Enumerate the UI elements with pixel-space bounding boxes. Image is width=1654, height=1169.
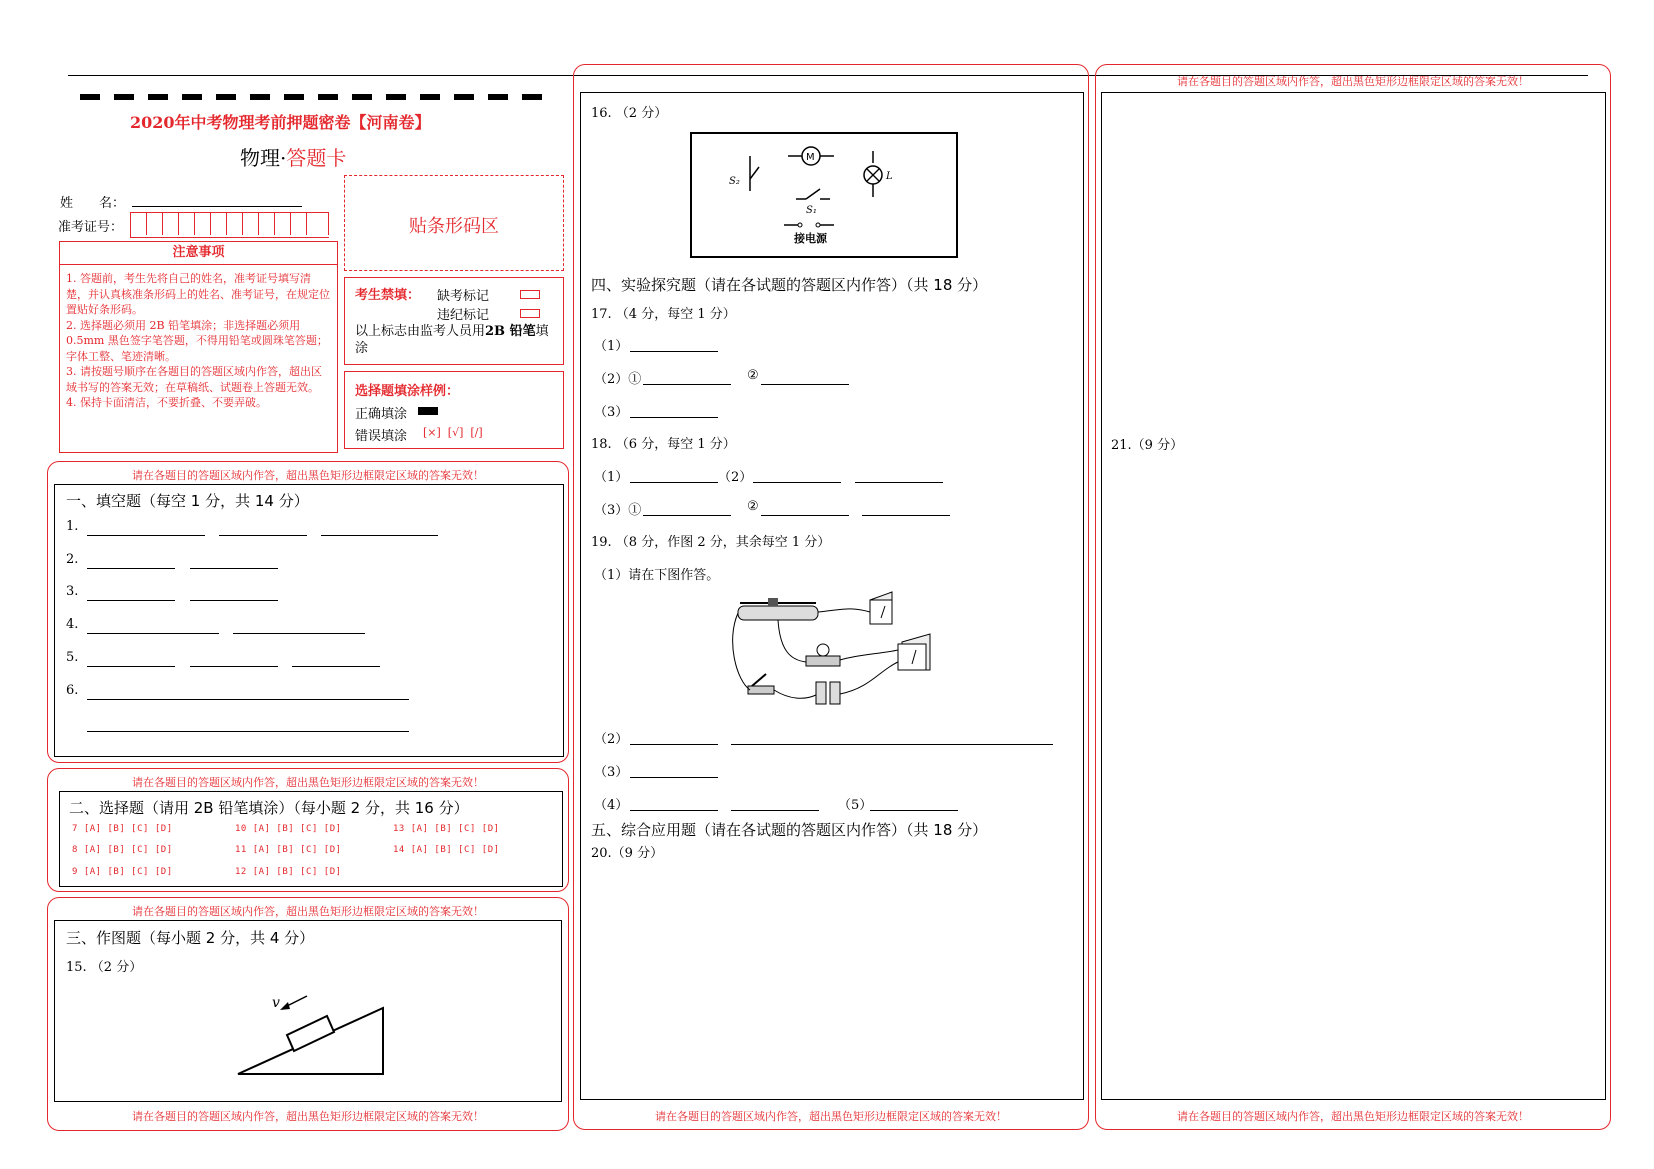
q18-1-blank[interactable]	[630, 482, 718, 483]
q18-1-label: （1）	[594, 470, 629, 485]
forbidden-label: 考生禁填：	[355, 288, 421, 303]
choice-row-13[interactable]: 13 [A] [B] [C] [D]	[393, 824, 500, 834]
q2-label: 2.	[66, 552, 79, 567]
notice-item: 2. 选择题必须用 2B 铅笔填涂；非选择题必须用 0.5mm 黑色签字笔答题，不得用铅笔或圆珠笔答题；字体工整、笔迹清晰。	[66, 318, 328, 363]
switch	[748, 686, 774, 694]
choice-row-14[interactable]: 14 [A] [B] [C] [D]	[393, 845, 500, 855]
q5-label: 5.	[66, 650, 79, 665]
q18-2-blank[interactable]	[855, 482, 943, 483]
incline-diagram[interactable]	[230, 988, 390, 1078]
q19-5-blank[interactable]	[870, 810, 958, 811]
q1-blank[interactable]	[87, 535, 205, 536]
subject-sep: ·	[280, 146, 287, 170]
q17-2b-label: ②	[747, 368, 759, 383]
col3-box	[1101, 92, 1606, 1100]
id-cell[interactable]	[259, 213, 275, 235]
forbidden-note-bold: 2B 铅笔	[485, 324, 536, 339]
lamp	[817, 644, 829, 656]
subject-title	[240, 142, 346, 171]
answer-card-label: 答题卡	[286, 146, 347, 170]
battery	[816, 682, 826, 704]
subject-name: 物理	[240, 146, 280, 170]
choice-row-12[interactable]: 12 [A] [B] [C] [D]	[235, 867, 342, 877]
s1-label: S₁	[806, 205, 817, 216]
q19-2-label: （2）	[594, 732, 629, 747]
q20-label: 20.（9 分）	[591, 846, 664, 861]
id-cell[interactable]	[195, 213, 211, 235]
warning-text: 请在各题目的答题区域内作答，超出黑色矩形边框限定区域的答案无效！	[655, 1110, 1007, 1123]
warning-text: 请在各题目的答题区域内作答，超出黑色矩形边框限定区域的答案无效！	[132, 1110, 484, 1123]
q17-3-label: （3）	[594, 405, 629, 420]
q19-5-label: （5）	[838, 798, 873, 813]
wrong-fill-marks: [×] [√] [/]	[423, 426, 483, 439]
q1-blank[interactable]	[219, 535, 307, 536]
power-label: 接电源	[794, 232, 827, 245]
forbidden-note-text: 以上标志由监考人员用	[355, 324, 486, 339]
correct-fill-mark	[418, 407, 438, 415]
id-cell[interactable]	[275, 213, 291, 235]
q5-blank[interactable]	[190, 666, 278, 667]
warning-text: 请在各题目的答题区域内作答，超出黑色矩形边框限定区域的答案无效！	[132, 776, 484, 789]
q17-2-label: （2）①	[594, 372, 642, 387]
barcode-label: 贴条形码区	[409, 216, 499, 237]
battery	[830, 682, 840, 704]
q18-3a-blank[interactable]	[643, 515, 731, 516]
id-cell[interactable]	[227, 213, 243, 235]
q2-blank[interactable]	[190, 568, 278, 569]
q17-1-blank[interactable]	[630, 351, 718, 352]
q1-blank[interactable]	[321, 535, 438, 536]
choice-row-10[interactable]: 10 [A] [B] [C] [D]	[235, 824, 342, 834]
forbidden-note-end: 填涂	[355, 324, 549, 356]
q5-blank[interactable]	[292, 666, 380, 667]
q3-blank[interactable]	[190, 600, 278, 601]
velocity-arrowhead	[280, 1002, 290, 1010]
q18-3-label: （3）①	[594, 503, 642, 518]
barcode-area	[344, 175, 564, 271]
q6-blank[interactable]	[87, 731, 409, 732]
section3-title: 三、作图题（每小题 2 分，共 4 分）	[66, 929, 315, 947]
q19-4a-blank[interactable]	[630, 810, 718, 811]
q2-blank[interactable]	[87, 568, 175, 569]
choice-row-9[interactable]: 9 [A] [B] [C] [D]	[72, 867, 173, 877]
q16-circuit[interactable]	[688, 131, 960, 259]
warning-text: 请在各题目的答题区域内作答，超出黑色矩形边框限定区域的答案无效！	[1177, 75, 1529, 88]
s2-label: S₂	[729, 176, 740, 187]
q19-2a-blank[interactable]	[630, 744, 718, 745]
id-cell[interactable]	[163, 213, 179, 235]
id-cell[interactable]	[131, 213, 147, 235]
lamp-label: L	[886, 171, 893, 182]
notice-item: 3. 请按题号顺序在各题目的答题区域内作答，超出区域书写的答案无效；在草稿纸、试题卷上答题无效。	[66, 365, 322, 394]
q17-3-blank[interactable]	[630, 417, 718, 418]
section4-title: 四、实验探究题（请在各试题的答题区内作答）（共 18 分）	[591, 276, 988, 294]
q17-2b-blank[interactable]	[761, 384, 849, 385]
wrong-fill-label: 错误填涂	[355, 429, 408, 444]
name-field[interactable]	[132, 206, 302, 207]
rheostat	[738, 606, 818, 620]
q19-label: 19. （8 分，作图 2 分，其余每空 1 分）	[591, 535, 831, 550]
q18-3c-blank[interactable]	[862, 515, 950, 516]
section1-title: 一、填空题（每空 1 分，共 14 分）	[66, 492, 309, 510]
q17-label: 17. （4 分，每空 1 分）	[591, 307, 736, 322]
section2-title: 二、选择题（请用 2B 铅笔填涂）（每小题 2 分，共 16 分）	[69, 799, 469, 817]
notice-item: 1. 答题前，考生先将自己的姓名，准考证号填写清楚，并认真核准条形码上的姓名、准考证号，在规定位置贴好条形码。	[66, 272, 330, 316]
q15-label: 15. （2 分）	[66, 960, 143, 975]
id-cell[interactable]	[179, 213, 195, 235]
choice-row-11[interactable]: 11 [A] [B] [C] [D]	[235, 845, 342, 855]
q4-blank[interactable]	[87, 633, 219, 634]
q17-1-label: （1）	[594, 339, 629, 354]
exam-title: 2020年中考物理考前押题密卷【河南卷】	[130, 113, 431, 132]
q18-2-blank[interactable]	[753, 482, 841, 483]
q19-3-blank[interactable]	[630, 777, 718, 778]
q18-3b-label: ②	[747, 499, 759, 514]
notice-item: 4. 保持卡面清洁，不要折叠、不要弄破。	[66, 396, 267, 409]
q4-blank[interactable]	[233, 633, 365, 634]
notice-title: 注意事项	[60, 242, 337, 265]
switch-s2	[750, 167, 759, 179]
choice-row-8[interactable]: 8 [A] [B] [C] [D]	[72, 845, 173, 855]
id-cell[interactable]	[243, 213, 259, 235]
q19-2b-blank[interactable]	[731, 744, 1053, 745]
violation-mark-label: 违纪标记	[437, 308, 490, 323]
warning-text: 请在各题目的答题区域内作答，超出黑色矩形边框限定区域的答案无效！	[1177, 1110, 1529, 1123]
q16-label: 16. （2 分）	[591, 106, 668, 121]
q3-label: 3.	[66, 584, 79, 599]
switch-s1	[806, 189, 820, 199]
name-label: 姓 名：	[60, 196, 126, 211]
q3-blank[interactable]	[87, 600, 175, 601]
section5-title: 五、综合应用题（请在各试题的答题区内作答）（共 18 分）	[591, 821, 988, 839]
correct-fill-label: 正确填涂	[355, 407, 408, 422]
q19-1-label: （1）请在下图作答。	[594, 568, 720, 583]
id-cell[interactable]	[307, 213, 329, 235]
rheostat-slider	[768, 598, 778, 606]
motor-label: M	[806, 152, 815, 163]
absent-mark-box[interactable]	[520, 290, 540, 299]
q5-blank[interactable]	[87, 666, 175, 667]
forbidden-note	[355, 323, 555, 357]
q18-2-label: （2）	[718, 470, 753, 485]
q19-4-label: （4）	[594, 798, 629, 813]
id-cell[interactable]	[211, 213, 227, 235]
choice-row-7[interactable]: 7 [A] [B] [C] [D]	[72, 824, 173, 834]
q19-3-label: （3）	[594, 765, 629, 780]
q4-label: 4.	[66, 617, 79, 632]
q17-2a-blank[interactable]	[643, 384, 731, 385]
fill-sample-box	[344, 371, 564, 449]
lamp-holder	[806, 656, 840, 666]
warning-text: 请在各题目的答题区域内作答，超出黑色矩形边框限定区域的答案无效！	[132, 905, 484, 918]
id-label: 准考证号：	[58, 220, 124, 235]
velocity-label: v	[272, 995, 280, 1011]
q18-label: 18. （6 分，每空 1 分）	[591, 437, 736, 452]
q6-label: 6.	[66, 683, 79, 698]
q18-3b-blank[interactable]	[761, 515, 849, 516]
q6-blank[interactable]	[87, 699, 409, 700]
violation-mark-box[interactable]	[520, 309, 540, 318]
forbidden-box	[344, 277, 564, 365]
q21-label: 21.（9 分）	[1111, 438, 1184, 453]
id-grid[interactable]	[130, 212, 329, 238]
fill-sample-title: 选择题填涂样例：	[355, 384, 460, 399]
id-cell[interactable]	[147, 213, 163, 235]
block	[287, 1016, 334, 1051]
q19-4b-blank[interactable]	[731, 810, 819, 811]
warning-text: 请在各题目的答题区域内作答，超出黑色矩形边框限定区域的答案无效！	[132, 469, 484, 482]
q1-label: 1.	[66, 519, 79, 534]
q19-apparatus[interactable]	[730, 590, 945, 710]
absent-mark-label: 缺考标记	[437, 289, 490, 304]
notice-box	[59, 241, 338, 453]
section1-box	[54, 484, 564, 757]
id-cell[interactable]	[291, 213, 307, 235]
